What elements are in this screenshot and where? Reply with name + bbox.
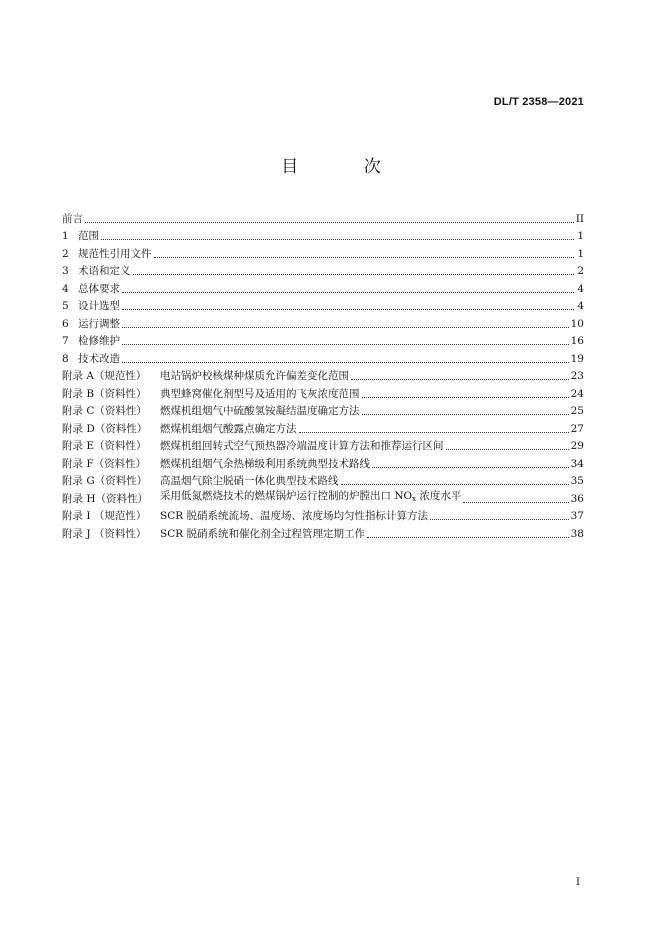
toc-page: 37 — [570, 510, 584, 522]
dot-leader — [101, 239, 574, 240]
toc-entry-appendix-h[interactable] — [62, 488, 584, 506]
toc-entry-chapter-1[interactable] — [62, 226, 584, 244]
toc-page: 36 — [570, 492, 584, 505]
toc-entry-appendix-a[interactable] — [62, 366, 584, 384]
toc-label-tail: 浓度水平 — [416, 489, 462, 502]
toc-label: 术语和定义 — [78, 265, 131, 277]
dot-leader — [372, 467, 569, 468]
dot-leader — [430, 519, 569, 520]
appendix-prefix: 附录 C（资料性） — [62, 405, 147, 417]
toc-entry-chapter-8[interactable] — [62, 348, 584, 366]
toc-entry-appendix-d[interactable] — [62, 418, 584, 436]
toc-label: 燃煤机组烟气余热梯级利用系统典型技术路线 — [160, 457, 370, 470]
toc-label: 总体要求 — [78, 282, 120, 295]
toc-label: 运行调整 — [78, 317, 120, 330]
appendix-prefix: 附录 D（资料性） — [62, 422, 148, 435]
dot-leader — [154, 257, 575, 258]
toc-page: 2 — [577, 265, 584, 277]
dot-leader — [362, 397, 569, 398]
toc-label: 燃煤机组烟气酸露点确定方法 — [160, 422, 297, 435]
dot-leader — [122, 327, 569, 328]
toc-label: 典型蜂窝催化剂型号及适用的飞灰浓度范围 — [160, 387, 360, 400]
dot-leader — [341, 484, 569, 485]
toc-entry-chapter-4[interactable] — [62, 278, 584, 296]
toc-entry-appendix-j[interactable] — [62, 523, 584, 541]
toc-number: 3 — [62, 265, 69, 277]
toc-label: 高温烟气除尘脱硝一体化典型技术路线 — [160, 475, 339, 487]
toc-page: 25 — [570, 405, 584, 417]
toc-label: 电站锅炉校核煤种煤质允许偏差变化范围 — [160, 370, 349, 382]
toc-label: 检修维护 — [78, 335, 120, 347]
toc-label — [160, 490, 461, 506]
table-of-contents — [62, 208, 584, 541]
toc-label: 燃煤机组回转式空气预热器冷端温度计算方法和推荐运行区间 — [160, 440, 444, 452]
dot-leader — [367, 537, 569, 538]
toc-page: 35 — [570, 475, 584, 487]
dot-leader — [446, 449, 569, 450]
toc-entry-chapter-2[interactable] — [62, 243, 584, 261]
toc-page: II — [575, 212, 584, 225]
toc-page: 1 — [577, 247, 584, 260]
toc-number: 2 — [62, 247, 69, 260]
appendix-prefix: 附录 H（资料性） — [62, 492, 148, 505]
toc-page: 29 — [570, 440, 584, 452]
dot-leader — [362, 414, 569, 415]
dot-leader — [122, 292, 574, 293]
appendix-prefix: 附录 G（资料性） — [62, 475, 148, 487]
dot-leader — [351, 379, 569, 380]
toc-entry-appendix-i[interactable] — [62, 506, 584, 524]
appendix-prefix: 附录 F（资料性） — [62, 457, 147, 470]
toc-number: 1 — [62, 230, 69, 242]
appendix-prefix: 附录 A（规范性） — [62, 370, 147, 382]
toc-label: 设计选型 — [78, 300, 120, 312]
toc-number: 8 — [62, 352, 69, 365]
appendix-prefix: 附录 J （资料性） — [62, 527, 147, 540]
toc-page: 4 — [577, 300, 584, 312]
toc-page: 1 — [577, 230, 584, 242]
dot-leader — [133, 274, 575, 275]
nox-subscript: x — [412, 494, 417, 503]
toc-entry-foreword[interactable] — [62, 208, 584, 226]
toc-number: 7 — [62, 335, 69, 347]
toc-entry-chapter-3[interactable] — [62, 261, 584, 279]
toc-label: 范围 — [78, 230, 99, 242]
page-number: I — [576, 877, 580, 888]
toc-page: 19 — [570, 352, 584, 365]
toc-label: SCR 脱硝系统和催化剂全过程管理定期工作 — [160, 527, 365, 540]
toc-label-main: 采用低氮燃烧技术的燃煤锅炉运行控制的炉膛出口 NO — [160, 489, 413, 502]
toc-label: 规范性引用文件 — [78, 247, 152, 260]
toc-entry-appendix-b[interactable] — [62, 383, 584, 401]
toc-label: 技术改造 — [78, 352, 120, 365]
toc-title: 目 次 — [281, 157, 411, 177]
toc-page: 24 — [570, 387, 584, 400]
toc-page: 4 — [577, 282, 584, 295]
appendix-prefix: 附录 E（资料性） — [62, 440, 147, 452]
dot-leader — [122, 344, 569, 345]
toc-entry-appendix-c[interactable] — [62, 401, 584, 419]
toc-number: 6 — [62, 317, 69, 330]
dot-leader — [85, 222, 574, 223]
appendix-prefix: 附录 B（资料性） — [62, 387, 147, 400]
toc-page: 38 — [570, 527, 584, 540]
toc-entry-chapter-7[interactable] — [62, 331, 584, 349]
toc-page: 23 — [570, 370, 584, 382]
toc-entry-chapter-6[interactable] — [62, 313, 584, 331]
dot-leader — [299, 432, 569, 433]
toc-number: 5 — [62, 300, 69, 312]
toc-page: 34 — [570, 457, 584, 470]
dot-leader — [463, 502, 568, 503]
dot-leader — [122, 362, 569, 363]
document-code: DL/T 2358—2021 — [493, 96, 584, 108]
dot-leader — [122, 309, 574, 310]
toc-page: 10 — [570, 317, 584, 330]
toc-label: SCR 脱硝系统流场、温度场、浓度场均匀性指标计算方法 — [160, 510, 428, 522]
toc-entry-appendix-e[interactable] — [62, 436, 584, 454]
toc-page: 27 — [570, 422, 584, 435]
toc-entry-chapter-5[interactable] — [62, 296, 584, 314]
toc-label: 前言 — [62, 212, 83, 225]
toc-page: 16 — [570, 335, 584, 347]
toc-entry-appendix-g[interactable] — [62, 471, 584, 489]
toc-entry-appendix-f[interactable] — [62, 453, 584, 471]
toc-label: 燃煤机组烟气中硫酸氢铵凝结温度确定方法 — [160, 405, 360, 417]
toc-number: 4 — [62, 282, 69, 295]
appendix-prefix: 附录 I （规范性） — [62, 510, 147, 522]
